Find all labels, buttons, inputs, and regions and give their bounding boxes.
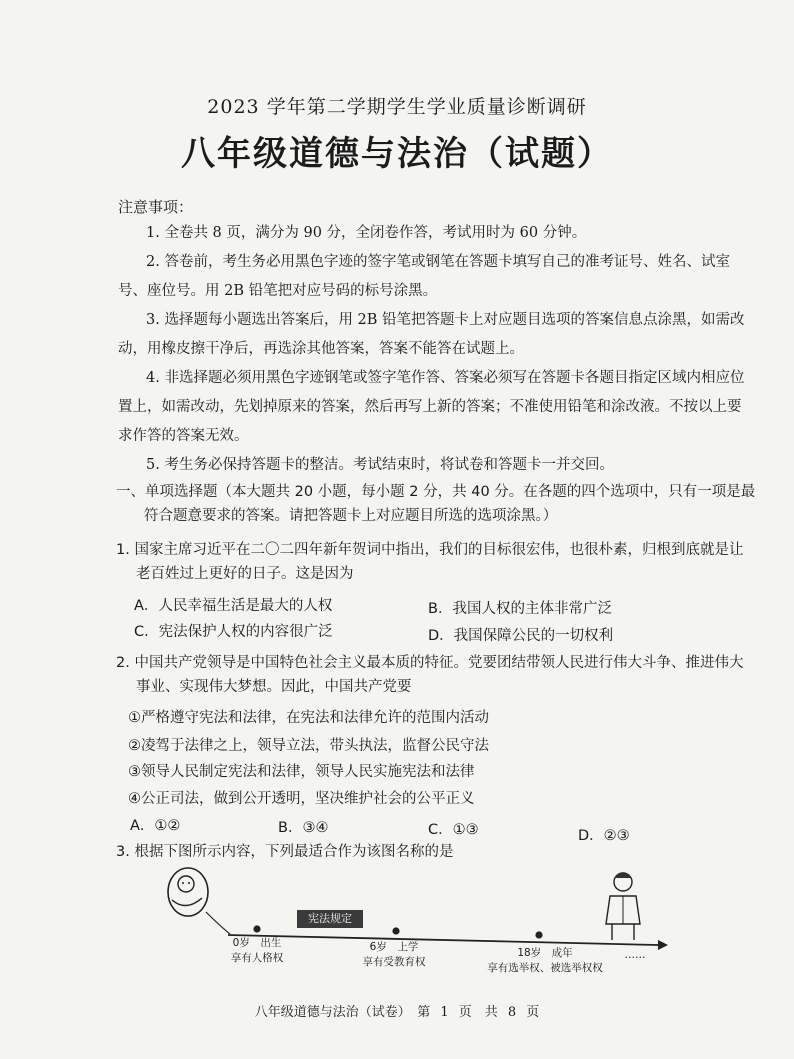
timeline-age-school: 6岁 上学 [369,941,419,953]
section-1-line-1: 一、单项选择题（本大题共 20 小题，每小题 2 分，共 40 分。在各题的四个选项中，只有一项是最 [116,484,756,500]
notice-item-4: 4. 非选择题必须用黑色字迹钢笔或签字笔作答、答案必须写在答题卡各题目指定区域内相应位置上，如需改动，先划掉原来的答案，然后再写上新的答案；不准使用铅笔和涂改液。不按以上要求作答的答案无效。 [118,370,745,444]
timeline-right-adult: 享有选举权、被选举权权 [487,962,603,974]
q2-option-b: B．③④ [278,820,329,836]
timeline-right-birth: 享有人格权 [230,952,284,964]
notice-item-5: 5. 考生务必保持答题卡的整洁。考试结束时，将试卷和答题卡一并交回。 [146,457,614,473]
timeline-point-school [392,927,399,934]
timeline-age-adult: 18岁 成年 [517,947,573,959]
timeline-label-birth [212,936,302,966]
question-2-line-2: 事业、实现伟大梦想。因此，中国共产党要 [136,679,412,695]
question-2-line-1: 2. 中国共产党领导是中国特色社会主义最本质的特征。党要团结带领人民进行伟大斗争、推进伟大 [116,655,744,671]
q2-statement-1: ①严格遵守宪法和法律，在宪法和法律允许的范围内活动 [128,710,489,726]
question-1-stem [116,538,756,586]
question-1-line-1: 1. 国家主席习近平在二〇二四年新年贺词中指出，我们的目标很宏伟，也很朴素，归根到底就是让 [116,542,744,558]
notice-heading: 注意事项： [118,198,194,216]
q2-option-d: D．②③ [578,828,630,844]
q1-option-a: A．人民幸福生活是最大的人权 [134,598,333,614]
notice-item-3: 3. 选择题每小题选出答案后，用 2B 铅笔把答题卡上对应题目选项的答案信息点涂黑，如需改动，用橡皮擦干净后，再选涂其他答案，答案不能答在试题上。 [118,312,745,357]
q1-option-b: B．我国人权的主体非常广泛 [428,601,612,617]
timeline-right-school: 享有受教育权 [362,956,426,968]
exam-title: 八年级道德与法治（试题） [181,134,613,174]
q2-option-a: A．①② [130,818,181,834]
question-3-stem [116,840,756,864]
q2-statement-3: ③领导人民制定宪法和法律，领导人民实施宪法和法律 [128,764,475,780]
timeline-point-birth [253,925,260,932]
question-1-line-2: 老百姓过上更好的日子。这是因为 [136,566,354,582]
page-footer: 八年级道德与法治（试卷） 第 1 页 共 8 页 [254,1005,540,1020]
timeline-badge: 宪法规定 [297,910,363,928]
section-1-heading [116,480,756,528]
exam-subtitle: 2023 学年第二学期学生学业质量诊断调研 [207,96,587,118]
q2-statement-2: ②凌驾于法律之上，领导立法，带头执法，监督公民守法 [128,738,489,754]
timeline-point-adult [535,931,542,938]
timeline-label-adult [470,946,620,976]
notice-item-2: 2. 答卷前，考生务必用黑色字迹的签字笔或钢笔在答题卡填写自己的准考证号、姓名、试室号、座位号。用 2B 铅笔把对应号码的标号涂黑。 [118,254,730,299]
timeline-ellipsis: …… [624,949,646,961]
q1-option-d: D．我国保障公民的一切权利 [428,628,614,644]
q2-option-c: C．①③ [428,822,479,838]
q1-option-c: C．宪法保护人权的内容很广泛 [134,624,333,640]
adult-person-icon [606,873,640,940]
timeline-label-school [346,940,442,970]
question-2-stem [116,651,756,699]
question-3-line-1: 3. 根据下图所示内容，下列最适合作为该图名称的是 [116,844,454,860]
timeline-arrowhead [658,940,668,950]
section-1-line-2: 符合题意要求的答案。请把答题卡上对应题目所选的选项涂黑。） [144,508,558,524]
timeline-age-birth: 0岁 出生 [232,937,282,949]
notice-item-1: 1. 全卷共 8 页，满分为 90 分，全闭卷作答，考试用时为 60 分钟。 [146,225,587,241]
q2-statement-4: ④公正司法，做到公开透明，坚决维护社会的公平正义 [128,791,475,807]
notice-list [118,219,746,480]
baby-icon [168,868,208,916]
